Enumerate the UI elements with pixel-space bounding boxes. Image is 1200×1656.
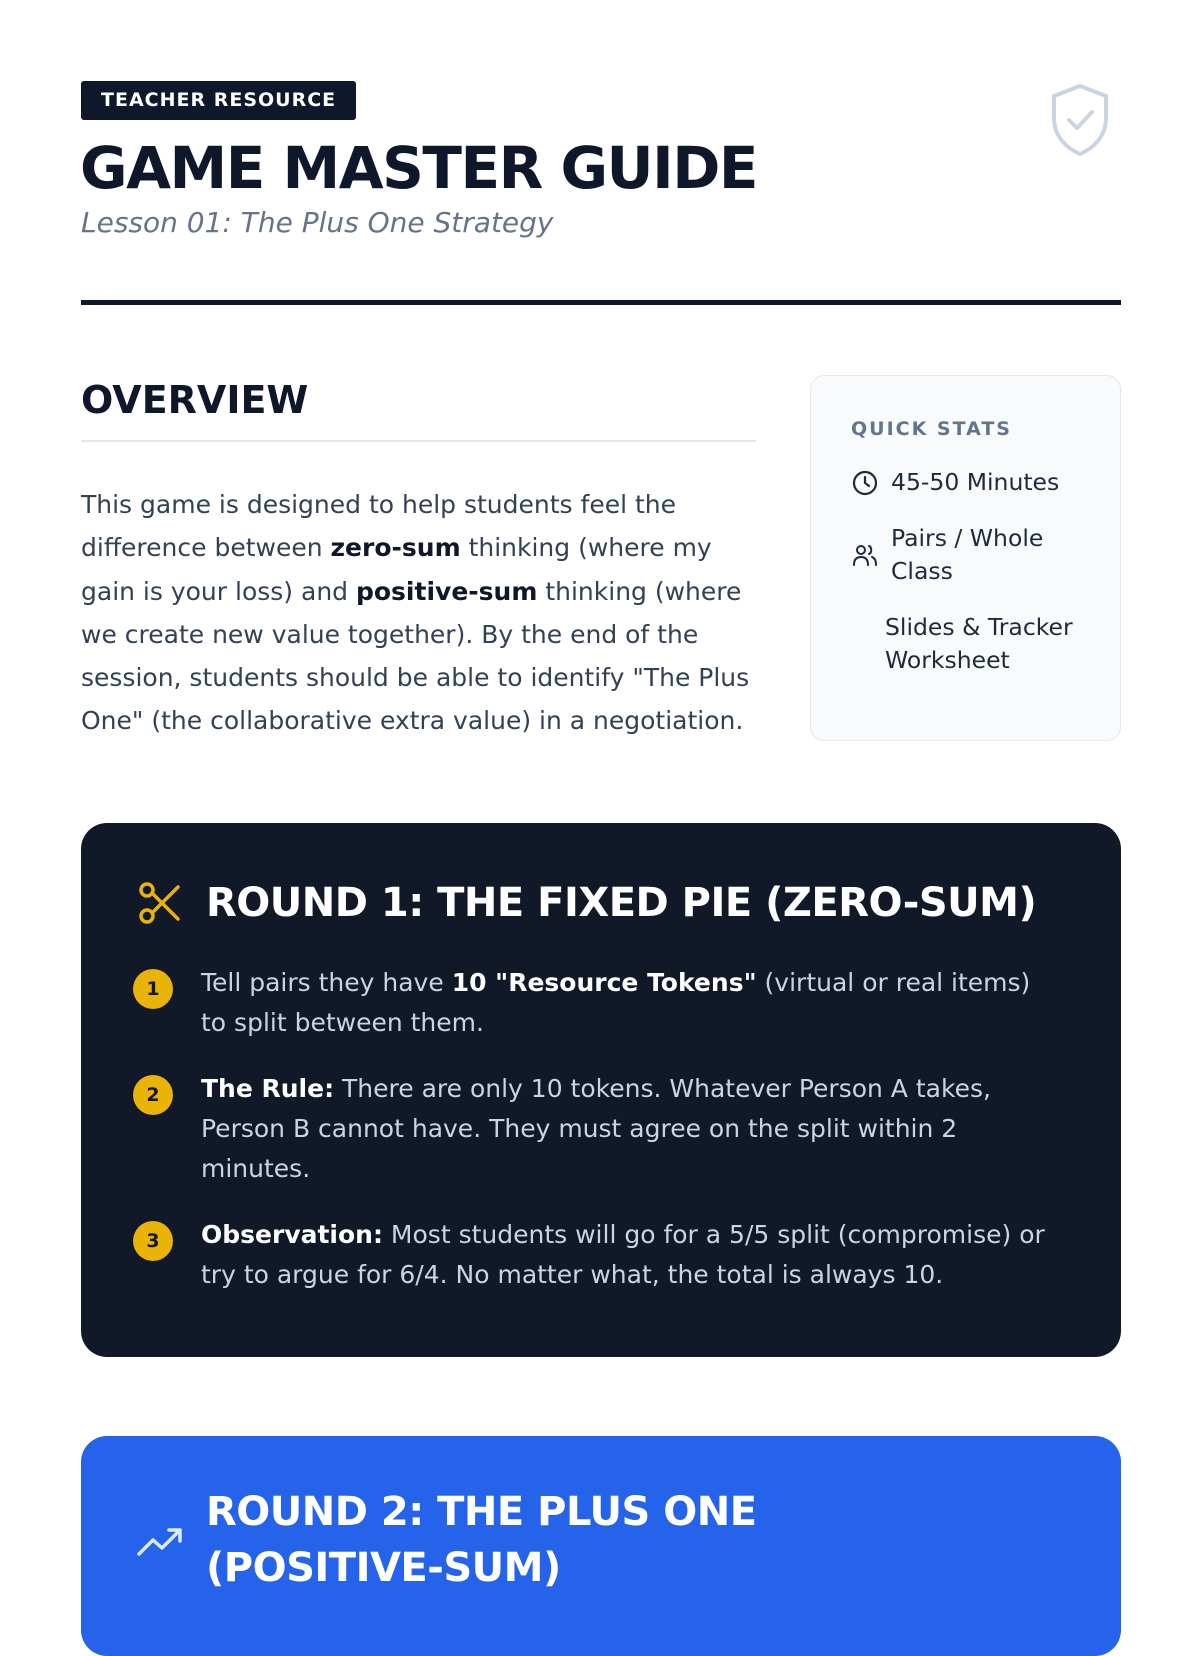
stat-materials-text: Slides & Tracker Worksheet — [885, 613, 1073, 674]
overview-paragraph — [81, 483, 761, 743]
step-text — [201, 1069, 1053, 1189]
round-1-card — [81, 823, 1121, 1357]
overview-heading: OVERVIEW — [81, 378, 309, 422]
shield-check-icon — [1048, 82, 1112, 158]
round-2-header — [136, 1484, 1036, 1596]
stat-duration — [851, 466, 1059, 499]
stat-materials — [851, 611, 1091, 677]
step-text — [201, 1215, 1053, 1295]
header-divider — [81, 300, 1121, 305]
step-text-bold: 10 "Resource Tokens" — [451, 968, 757, 997]
step-number: 1 — [133, 969, 173, 1009]
stat-duration-text: 45-50 Minutes — [891, 468, 1060, 496]
stat-group-size-text: Pairs / Whole Class — [891, 524, 1044, 585]
step-text-post: Most students will go for a 5/5 split (compromise) or try to argue for 6/4. No matter what, the total is always 10. — [201, 1220, 1045, 1289]
overview-divider — [81, 440, 756, 442]
teacher-resource-badge: TEACHER RESOURCE — [81, 81, 356, 120]
trending-up-icon — [136, 1518, 184, 1566]
clock-icon — [851, 469, 879, 497]
step-number: 2 — [133, 1075, 173, 1115]
positive-sum-term: positive-sum — [355, 576, 538, 606]
quick-stats-heading: QUICK STATS — [851, 418, 1012, 440]
round-1-steps — [133, 963, 1053, 1321]
step-text-bold: The Rule: — [201, 1074, 335, 1103]
step-item — [133, 1215, 1053, 1295]
overview-text-2: thinking (where my gain is your loss) and — [81, 533, 712, 606]
users-icon — [851, 541, 879, 569]
step-text-pre: Tell pairs they have — [201, 968, 452, 997]
scissors-icon — [136, 879, 184, 927]
step-item — [133, 1069, 1053, 1189]
step-text-post: There are only 10 tokens. Whatever Person A takes, Person B cannot have. They must agree on the split within 2 minutes. — [201, 1074, 991, 1183]
step-item — [133, 963, 1053, 1043]
overview-text-1: This game is designed to help students feel the difference between — [81, 490, 677, 563]
step-text-bold: Observation: — [201, 1220, 383, 1249]
page-title: GAME MASTER GUIDE — [80, 134, 757, 202]
round-1-header — [136, 875, 1036, 931]
step-text — [201, 963, 1053, 1043]
round-1-title: ROUND 1: THE FIXED PIE (ZERO-SUM) — [206, 880, 1037, 926]
quick-stats-card — [810, 375, 1121, 741]
step-text-post: (virtual or real items) to split between them. — [201, 968, 1031, 1037]
round-2-card — [81, 1436, 1121, 1656]
zero-sum-term: zero-sum — [330, 533, 461, 563]
page-subtitle: Lesson 01: The Plus One Strategy — [81, 206, 554, 239]
overview-text-3: thinking (where we create new value together). By the end of the session, students should be able to identify "The Plus One" (the collaborative extra value) in a negotiation. — [81, 576, 750, 736]
stat-group-size — [851, 522, 1091, 588]
step-number: 3 — [133, 1221, 173, 1261]
round-2-title: ROUND 2: THE PLUS ONE (POSITIVE-SUM) — [206, 1489, 757, 1591]
